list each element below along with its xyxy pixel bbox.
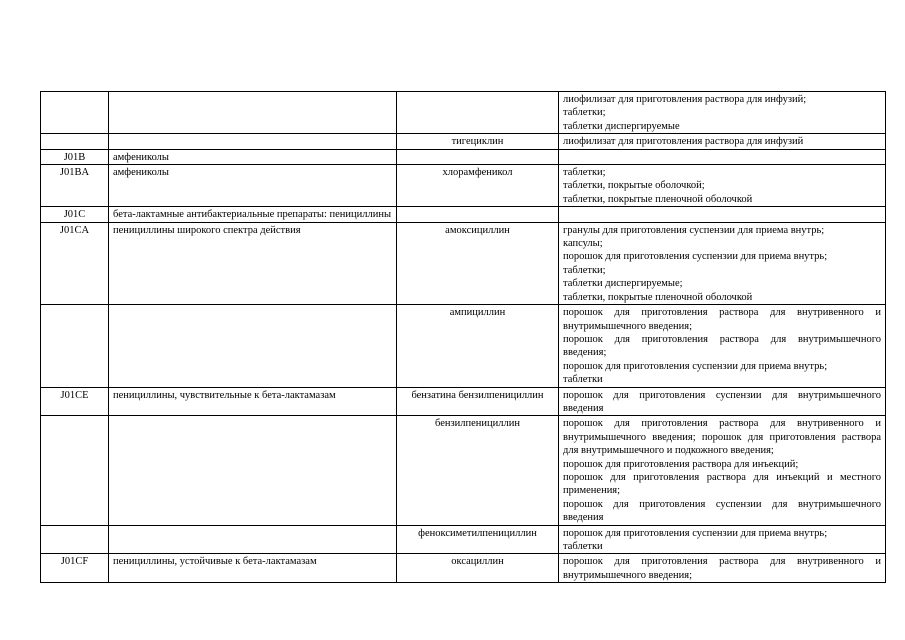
dosage-form-line: таблетки;: [563, 264, 606, 276]
table-row: [41, 207, 886, 222]
pharmacological-group-cell: пенициллины, устойчивые к бета-лактамазам: [109, 554, 397, 583]
pharmacological-group-cell: бета-лактамные антибактериальные препараты: пенициллины: [109, 207, 397, 222]
drug-name-cell: амоксициллин: [397, 222, 559, 304]
dosage-form-line: лиофилизат для приготовления раствора для инфузий: [563, 136, 804, 148]
pharmacological-group-cell: амфениколы: [109, 149, 397, 164]
atc-code-cell: J01CF: [41, 554, 109, 583]
atc-code-cell: [41, 305, 109, 387]
table-row: [41, 92, 886, 134]
pharmacological-group-cell: пенициллины широкого спектра действия: [109, 222, 397, 304]
drug-name-cell: бензатина бензилпенициллин: [397, 387, 559, 416]
drug-classification-table: [40, 91, 886, 583]
table-row: [41, 165, 886, 207]
drug-name-cell: феноксиметилпенициллин: [397, 525, 559, 554]
drug-name-cell: [397, 149, 559, 164]
dosage-forms-cell: [559, 92, 886, 134]
drug-name-cell: ампициллин: [397, 305, 559, 387]
table-row: [41, 134, 886, 149]
table-row: [41, 554, 886, 583]
dosage-form-line: порошок для приготовления суспензии для внутримышечного введения: [563, 389, 881, 414]
pharmacological-group-cell: [109, 525, 397, 554]
dosage-form-line: порошок для приготовления суспензии для приема внутрь;: [563, 251, 828, 263]
dosage-forms-cell: [559, 207, 886, 222]
pharmacological-group-cell: амфениколы: [109, 165, 397, 207]
table-row: [41, 149, 886, 164]
dosage-form-line: таблетки: [563, 374, 603, 386]
dosage-form-line: таблетки, покрытые оболочкой;: [563, 180, 705, 192]
atc-code-cell: [41, 416, 109, 525]
dosage-form-line: порошок для приготовления раствора для инъекций;: [563, 458, 799, 470]
dosage-form-line: порошок для приготовления раствора для внутримышечного введения;: [563, 333, 881, 359]
table-row: [41, 387, 886, 416]
table-row: [41, 305, 886, 387]
drug-name-cell: оксациллин: [397, 554, 559, 583]
dosage-form-line: таблетки диспергируемые: [563, 120, 680, 132]
dosage-forms-cell: [559, 416, 886, 525]
atc-code-cell: [41, 92, 109, 134]
dosage-form-line: таблетки;: [563, 167, 606, 179]
drug-name-cell: [397, 92, 559, 134]
pharmacological-group-cell: [109, 134, 397, 149]
table-body: [41, 92, 886, 583]
dosage-form-line: порошок для приготовления суспензии для приема внутрь;: [563, 527, 828, 539]
dosage-forms-cell: [559, 387, 886, 416]
dosage-form-line: таблетки: [563, 541, 603, 552]
dosage-forms-cell: [559, 525, 886, 554]
drug-name-cell: бензилпенициллин: [397, 416, 559, 525]
dosage-form-line: порошок для приготовления раствора для внутривенного и внутримышечного введения;: [563, 556, 881, 581]
dosage-forms-cell: [559, 554, 886, 583]
dosage-form-line: порошок для приготовления раствора для внутривенного и внутримышечного введения;: [563, 307, 881, 332]
dosage-form-line: лиофилизат для приготовления раствора для инфузий;: [563, 94, 807, 105]
dosage-form-line: порошок для приготовления раствора для внутривенного и внутримышечного введения; порошок для приготовления раствора для внутримышечного и подкожного введения;: [563, 418, 881, 457]
dosage-form-line: капсулы;: [563, 238, 603, 250]
atc-code-cell: J01BA: [41, 165, 109, 207]
dosage-form-line: порошок для приготовления раствора для инъекций и местного применения;: [563, 471, 881, 497]
pharmacological-group-cell: [109, 416, 397, 525]
pharmacological-group-cell: пенициллины, чувствительные к бета-лактамазам: [109, 387, 397, 416]
table-row: [41, 222, 886, 304]
dosage-form-line: таблетки, покрытые пленочной оболочкой: [563, 291, 753, 303]
atc-code-cell: J01CE: [41, 387, 109, 416]
dosage-form-line: порошок для приготовления суспензии для внутримышечного введения: [563, 498, 881, 524]
drug-name-cell: [397, 207, 559, 222]
drug-name-cell: хлорамфеникол: [397, 165, 559, 207]
dosage-form-line: таблетки диспергируемые;: [563, 278, 683, 290]
dosage-forms-cell: [559, 149, 886, 164]
atc-code-cell: [41, 134, 109, 149]
table-row: [41, 525, 886, 554]
atc-code-cell: J01CA: [41, 222, 109, 304]
dosage-forms-cell: [559, 222, 886, 304]
atc-code-cell: J01C: [41, 207, 109, 222]
dosage-form-line: таблетки, покрытые пленочной оболочкой: [563, 193, 753, 205]
pharmacological-group-cell: [109, 92, 397, 134]
pharmacological-group-cell: [109, 305, 397, 387]
dosage-forms-cell: [559, 134, 886, 149]
dosage-form-line: порошок для приготовления суспензии для приема внутрь;: [563, 360, 828, 372]
atc-code-cell: [41, 525, 109, 554]
dosage-forms-cell: [559, 165, 886, 207]
dosage-form-line: таблетки;: [563, 107, 606, 119]
dosage-forms-cell: [559, 305, 886, 387]
drug-name-cell: тигециклин: [397, 134, 559, 149]
table-row: [41, 416, 886, 525]
atc-code-cell: J01B: [41, 149, 109, 164]
dosage-form-line: гранулы для приготовления суспензии для приема внутрь;: [563, 224, 825, 236]
